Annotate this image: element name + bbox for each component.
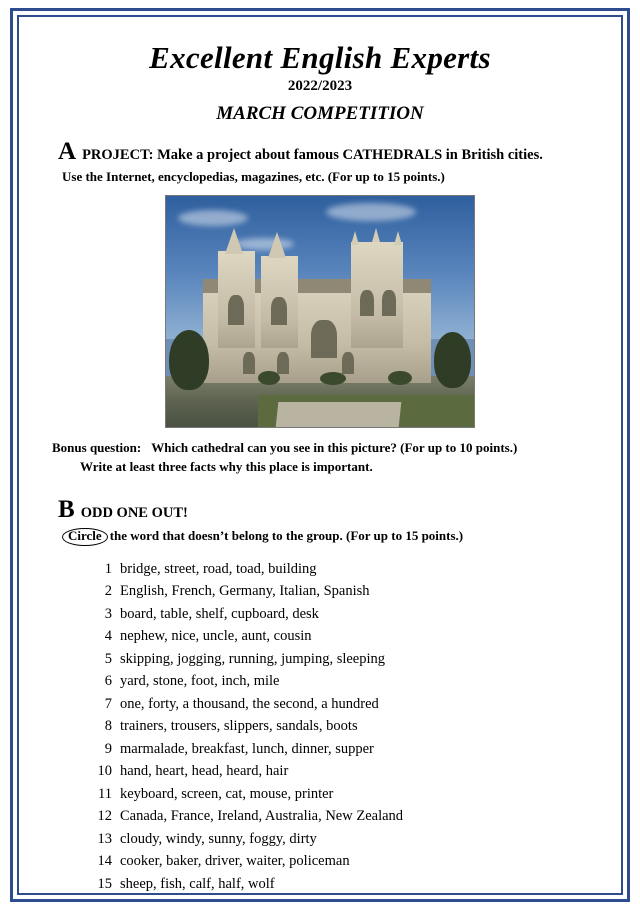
photo-window bbox=[243, 352, 255, 374]
list-item bbox=[90, 760, 606, 782]
list-item-number: 6 bbox=[104, 673, 112, 690]
list-item bbox=[90, 693, 606, 715]
bonus-question-label: Bonus question: bbox=[52, 440, 142, 455]
photo-cloud bbox=[178, 210, 248, 226]
list-item bbox=[90, 783, 606, 805]
photo-container bbox=[34, 195, 606, 428]
photo-window bbox=[382, 290, 396, 316]
photo-cloud bbox=[326, 203, 416, 221]
photo-path bbox=[276, 402, 402, 427]
list-item-text: skipping, jogging, running, jumping, sleeping bbox=[120, 650, 386, 667]
circled-word-circle: Circle bbox=[62, 528, 108, 546]
list-item-number: 10 bbox=[97, 763, 112, 780]
list-item-number: 4 bbox=[104, 628, 112, 645]
list-item bbox=[90, 850, 606, 872]
page-title: Excellent English Experts bbox=[149, 40, 491, 75]
photo-pinnacle bbox=[372, 228, 380, 242]
photo-spire bbox=[225, 228, 243, 254]
photo-spire bbox=[268, 232, 286, 258]
photo-window bbox=[342, 352, 354, 374]
list-item-number: 1 bbox=[104, 560, 112, 577]
list-item-text: bridge, street, road, toad, building bbox=[120, 560, 317, 577]
list-item bbox=[90, 670, 606, 692]
list-item bbox=[90, 580, 606, 602]
list-item-number: 13 bbox=[97, 830, 112, 847]
list-item-text: cloudy, windy, sunny, foggy, dirty bbox=[120, 830, 317, 847]
list-item bbox=[90, 625, 606, 647]
section-a-heading-line bbox=[58, 139, 606, 164]
competition-subtitle: MARCH COMPETITION bbox=[216, 103, 424, 124]
list-item-number: 14 bbox=[97, 853, 112, 870]
cathedral-photo bbox=[165, 195, 475, 428]
list-item-number: 8 bbox=[104, 718, 112, 735]
list-item-text: keyboard, screen, cat, mouse, printer bbox=[120, 785, 334, 802]
photo-pinnacle bbox=[394, 231, 402, 245]
photo-window bbox=[277, 352, 289, 374]
list-item-text: English, French, Germany, Italian, Spanish bbox=[120, 583, 370, 600]
list-item-text: one, forty, a thousand, the second, a hundred bbox=[120, 695, 379, 712]
list-item bbox=[90, 805, 606, 827]
photo-tree bbox=[434, 332, 471, 387]
section-a bbox=[34, 139, 606, 475]
list-item-number: 2 bbox=[104, 583, 112, 600]
photo-window bbox=[360, 290, 374, 316]
list-item bbox=[90, 873, 606, 895]
list-item-text: nephew, nice, uncle, aunt, cousin bbox=[120, 628, 312, 645]
list-item-text: hand, heart, head, heard, hair bbox=[120, 763, 289, 780]
list-item bbox=[90, 738, 606, 760]
bonus-question-text: Which cathedral can you see in this picture? (For up to 10 points.) bbox=[151, 440, 518, 455]
section-b-instruction bbox=[62, 528, 606, 546]
list-item-number: 15 bbox=[97, 875, 112, 892]
list-item bbox=[90, 558, 606, 580]
list-item-number: 9 bbox=[104, 740, 112, 757]
list-item-text: board, table, shelf, cupboard, desk bbox=[120, 605, 319, 622]
list-item-text: yard, stone, foot, inch, mile bbox=[120, 673, 280, 690]
photo-window bbox=[311, 320, 337, 358]
section-b-heading-line bbox=[58, 497, 606, 522]
bonus-question-block bbox=[52, 440, 606, 456]
photo-pinnacle bbox=[351, 231, 359, 245]
list-item-number: 7 bbox=[104, 695, 112, 712]
list-item bbox=[90, 715, 606, 737]
list-item-text: sheep, fish, calf, half, wolf bbox=[120, 875, 275, 892]
list-item bbox=[90, 828, 606, 850]
list-item bbox=[90, 648, 606, 670]
list-item-number: 11 bbox=[98, 785, 112, 802]
list-item bbox=[90, 603, 606, 625]
section-b-instruction-rest: the word that doesn’t belong to the group. (For up to 15 points.) bbox=[109, 528, 464, 543]
photo-window bbox=[228, 295, 244, 325]
section-b bbox=[34, 497, 606, 895]
list-item-number: 3 bbox=[104, 605, 112, 622]
school-year: 2022/2023 bbox=[287, 78, 353, 94]
list-item-number: 12 bbox=[97, 808, 112, 825]
list-item-text: marmalade, breakfast, lunch, dinner, supper bbox=[120, 740, 374, 757]
photo-window bbox=[271, 297, 287, 325]
document-content bbox=[34, 32, 606, 895]
bonus-question-note: Write at least three facts why this place is important. bbox=[80, 459, 373, 474]
section-a-instruction: Use the Internet, encyclopedias, magazines, etc. (For up to 15 points.) bbox=[62, 169, 445, 184]
list-item-number: 5 bbox=[104, 650, 112, 667]
list-item-text: trainers, trousers, slippers, sandals, boots bbox=[120, 718, 358, 735]
list-item-text: cooker, baker, driver, waiter, policeman bbox=[120, 853, 350, 870]
odd-one-out-list bbox=[90, 558, 606, 895]
photo-tree bbox=[169, 330, 209, 390]
section-b-letter: B bbox=[58, 496, 75, 523]
list-item-text: Canada, France, Ireland, Australia, New Zealand bbox=[120, 808, 404, 825]
section-a-letter: A bbox=[58, 138, 77, 165]
section-a-heading: PROJECT: Make a project about famous CATHEDRALS in British cities. bbox=[82, 147, 543, 163]
section-b-heading: ODD ONE OUT! bbox=[80, 505, 188, 521]
